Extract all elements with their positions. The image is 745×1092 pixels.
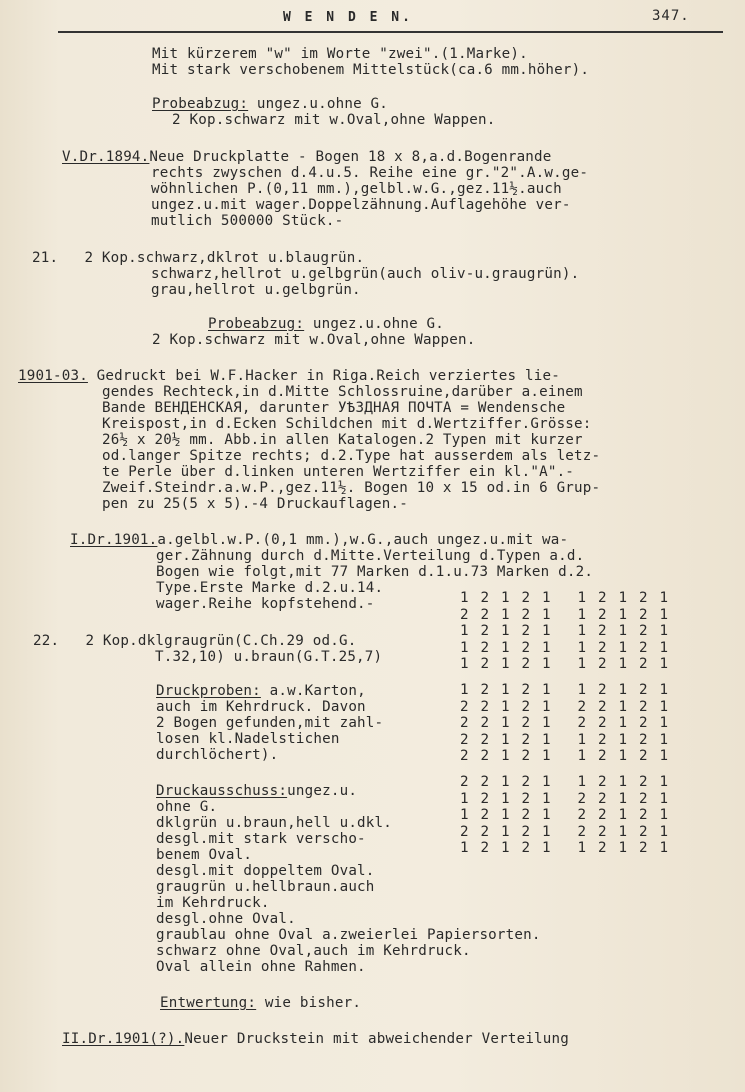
probeabzug-line — [208, 316, 444, 332]
table-cell: 1 — [501, 681, 510, 698]
text-line: grau,hellrot u.gelbgrün. — [151, 282, 361, 298]
table-cell: 2 — [480, 623, 490, 640]
table-cell: 2 — [480, 823, 490, 840]
table-cell: 1 — [542, 790, 551, 807]
table-cell: 1 — [542, 773, 551, 790]
table-row — [460, 807, 680, 824]
table-cell: 2 — [460, 606, 469, 623]
entwertung-label: Entwertung: — [160, 995, 257, 1011]
table-cell: 1 — [501, 840, 510, 857]
table-cell: 2 — [639, 590, 648, 606]
text-line: 26½ x 20½ mm. Abb.in allen Katalogen.2 Typen mit kurzer — [102, 432, 583, 448]
table-cell: 2 — [521, 840, 531, 857]
entwertung-line — [160, 995, 361, 1011]
probeabzug-text: ungez.u.ohne G. — [304, 316, 445, 332]
table-cell: 1 — [659, 773, 669, 790]
table-row — [460, 623, 680, 640]
table-cell: 2 — [521, 748, 531, 765]
header-rule — [58, 31, 723, 33]
table-cell: 2 — [639, 731, 648, 748]
table-cell: 1 — [659, 656, 669, 673]
text-line: Oval allein ohne Rahmen. — [156, 959, 366, 975]
table-cell: 1 — [618, 840, 628, 857]
table-cell: 1 — [542, 590, 551, 606]
table-cell: 2 — [639, 639, 648, 656]
text-line: im Kehrdruck. — [156, 895, 270, 911]
table-cell: 2 — [639, 840, 648, 857]
table-cell: 1 — [618, 623, 628, 640]
table-cell: 1 — [659, 840, 669, 857]
table-cell: 2 — [521, 823, 531, 840]
section-heading-text: Neue Druckplatte - Bogen 18 x 8,a.d.Bogenrande — [149, 149, 552, 165]
text-line: 2 Kop.schwarz mit w.Oval,ohne Wappen. — [152, 332, 476, 348]
table-cell: 1 — [542, 731, 551, 748]
text-line: ohne G. — [156, 799, 218, 815]
table-cell: 1 — [659, 639, 669, 656]
table-cell: 1 — [542, 748, 551, 765]
text-line: 2 Bogen gefunden,mit zahl- — [156, 715, 384, 731]
table-cell: 1 — [501, 639, 510, 656]
table-cell: 2 — [480, 639, 490, 656]
table-cell: 2 — [521, 773, 531, 790]
table-cell: 2 — [521, 639, 531, 656]
table-cell: 1 — [618, 639, 628, 656]
table-cell: 1 — [577, 639, 587, 656]
table-cell: 2 — [577, 807, 587, 824]
table-cell: 2 — [598, 840, 607, 857]
text-line: te Perle über d.linken unteren Wertziffer ein kl."A".- — [102, 464, 575, 480]
table-cell: 2 — [521, 731, 531, 748]
table-cell: 2 — [480, 590, 490, 606]
table-cell: 1 — [618, 656, 628, 673]
section-heading-line — [62, 149, 552, 165]
table-cell: 1 — [577, 773, 587, 790]
table-row — [460, 840, 680, 857]
table-cell: 2 — [521, 790, 531, 807]
text-line: od.langer Spitze rechts; d.2.Type hat ausserdem als letz- — [102, 448, 601, 464]
table-row — [460, 699, 680, 716]
table-cell: 2 — [480, 731, 490, 748]
table-group-spacer — [460, 673, 680, 682]
text-line: pen zu 25(5 x 5).-4 Druckauflagen.- — [102, 496, 408, 512]
druckausschuss-line — [156, 783, 357, 799]
text-line: Mit kürzerem "w" im Worte "zwei".(1.Marke). — [152, 46, 528, 62]
section-heading-1901-03: 1901-03. — [18, 368, 88, 384]
table-cell: 1 — [501, 715, 510, 732]
table-cell: 2 — [639, 715, 648, 732]
table-cell: 2 — [521, 681, 531, 698]
table-cell: 2 — [598, 623, 607, 640]
table-cell: 2 — [480, 715, 490, 732]
text-line: wager.Reihe kopfstehend.- — [156, 596, 375, 612]
table-cell: 1 — [577, 590, 587, 606]
text-line: benem Oval. — [156, 847, 253, 863]
catalog-entry-21: 21. 2 Kop.schwarz,dklrot u.blaugrün. — [32, 250, 365, 266]
table-cell: 1 — [577, 606, 587, 623]
table-cell: 1 — [460, 623, 469, 640]
table-cell: 2 — [480, 807, 490, 824]
text-line: ger.Zähnung durch d.Mitte.Verteilung d.Typen a.d. — [156, 548, 585, 564]
table-cell: 2 — [521, 623, 531, 640]
section-heading-line — [18, 368, 560, 384]
section-heading-text: a.gelbl.w.P.(0,1 mm.),w.G.,auch ungez.u.mit wa- — [157, 532, 569, 548]
table-cell: 2 — [639, 823, 648, 840]
text-line: T.32,10) u.braun(G.T.25,7) — [155, 649, 383, 665]
table-row — [460, 640, 680, 657]
table-cell: 2 — [639, 681, 648, 698]
text-line: Mit stark verschobenem Mittelstück(ca.6 mm.höher). — [152, 62, 590, 78]
text-line: Bogen wie folgt,mit 77 Marken d.1.u.73 Marken d.2. — [156, 564, 594, 580]
table-cell: 2 — [639, 606, 648, 623]
running-header-title: W E N D E N. — [283, 10, 413, 25]
table-cell: 2 — [577, 790, 587, 807]
text-line: mutlich 500000 Stück.- — [151, 213, 344, 229]
table-cell: 2 — [598, 748, 607, 765]
table-cell: 2 — [639, 807, 648, 824]
text-line: graugrün u.hellbraun.auch — [156, 879, 375, 895]
table-cell: 2 — [639, 656, 648, 673]
table-row — [460, 682, 680, 699]
table-cell: 1 — [501, 731, 510, 748]
table-cell: 1 — [659, 681, 669, 698]
entwertung-text: wie bisher. — [256, 995, 362, 1011]
table-cell: 1 — [501, 590, 510, 606]
table-cell: 2 — [480, 840, 490, 857]
table-cell: 2 — [598, 790, 607, 807]
table-cell: 1 — [542, 606, 551, 623]
table-cell: 2 — [521, 656, 531, 673]
table-cell: 1 — [577, 840, 587, 857]
table-cell: 2 — [460, 748, 469, 765]
table-cell: 1 — [542, 807, 551, 824]
table-cell: 2 — [521, 807, 531, 824]
table-cell: 2 — [577, 698, 587, 715]
table-cell: 1 — [501, 698, 510, 715]
text-line: rechts zwyschen d.4.u.5. Reihe eine gr."2".A.w.ge- — [151, 165, 589, 181]
catalog-entry-22: 22. 2 Kop.dklgraugrün(C.Ch.29 od.G. — [33, 633, 357, 649]
table-cell: 2 — [598, 681, 607, 698]
text-line: gendes Rechteck,in d.Mitte Schlossruine,darüber a.einem — [102, 384, 583, 400]
section-heading-line — [62, 1031, 569, 1047]
table-cell: 1 — [460, 681, 469, 698]
table-cell: 1 — [618, 807, 628, 824]
table-row — [460, 607, 680, 624]
table-cell: 1 — [501, 606, 510, 623]
table-cell: 1 — [501, 807, 510, 824]
text-line: dklgrün u.braun,hell u.dkl. — [156, 815, 393, 831]
table-cell: 2 — [598, 656, 607, 673]
text-line: desgl.ohne Oval. — [156, 911, 296, 927]
text-line: Type.Erste Marke d.2.u.14. — [156, 580, 384, 596]
table-cell: 2 — [480, 748, 490, 765]
table-cell: 2 — [521, 715, 531, 732]
text-line: losen kl.Nadelstichen — [156, 731, 340, 747]
table-row — [460, 732, 680, 749]
table-cell: 2 — [598, 639, 607, 656]
text-line: ungez.u.mit wager.Doppelzähnung.Auflagehöhe ver- — [151, 197, 571, 213]
table-cell: 1 — [460, 840, 469, 857]
text-line: Zweif.Steindr.a.w.P.,gez.11½. Bogen 10 x 15 od.in 6 Grup- — [102, 480, 601, 496]
table-cell: 1 — [460, 790, 469, 807]
table-cell: 1 — [659, 715, 669, 732]
table-cell: 1 — [460, 807, 469, 824]
table-cell: 2 — [598, 731, 607, 748]
probeabzug-label: Probeabzug: — [152, 96, 249, 112]
table-cell: 2 — [598, 715, 607, 732]
text-line: Bande ВЕНДЕНСКАЯ, darunter УѢЗДНАЯ ПОЧТА = Wendensche — [102, 400, 566, 416]
table-cell: 2 — [639, 623, 648, 640]
table-cell: 1 — [618, 748, 628, 765]
text-line: schwarz ohne Oval,auch im Kehrdruck. — [156, 943, 471, 959]
table-cell: 2 — [480, 698, 490, 715]
table-cell: 1 — [501, 656, 510, 673]
table-cell: 1 — [659, 748, 669, 765]
table-cell: 1 — [577, 681, 587, 698]
table-cell: 2 — [639, 790, 648, 807]
table-cell: 2 — [598, 606, 607, 623]
table-cell: 1 — [659, 606, 669, 623]
table-cell: 2 — [577, 823, 587, 840]
table-group-spacer — [460, 765, 680, 774]
table-cell: 1 — [460, 639, 469, 656]
table-cell: 1 — [659, 731, 669, 748]
section-heading-i-dr-1901: I.Dr.1901. — [70, 532, 158, 548]
table-cell: 2 — [598, 807, 607, 824]
table-cell: 1 — [618, 681, 628, 698]
table-cell: 1 — [577, 656, 587, 673]
text-line: wöhnlichen P.(0,11 mm.),gelbl.w.G.,gez.11½.auch — [151, 181, 562, 197]
table-cell: 1 — [618, 731, 628, 748]
table-cell: 2 — [639, 748, 648, 765]
table-cell: 2 — [460, 698, 469, 715]
probeabzug-line — [152, 96, 388, 112]
druckproben-label: Druckproben: — [156, 683, 261, 699]
druckausschuss-text: ungez.u. — [287, 783, 358, 799]
table-cell: 1 — [618, 790, 628, 807]
table-cell: 1 — [542, 656, 551, 673]
table-cell: 1 — [659, 807, 669, 824]
table-cell: 1 — [542, 639, 551, 656]
table-cell: 2 — [639, 773, 648, 790]
table-cell: 1 — [659, 590, 669, 606]
table-cell: 2 — [480, 656, 490, 673]
section-heading-text: Neuer Druckstein mit abweichender Verteilung — [184, 1031, 570, 1047]
table-cell: 1 — [542, 681, 551, 698]
table-cell: 1 — [618, 773, 628, 790]
table-row — [460, 824, 680, 841]
table-cell: 1 — [577, 623, 587, 640]
probeabzug-text: ungez.u.ohne G. — [248, 96, 389, 112]
table-cell: 2 — [577, 715, 587, 732]
table-cell: 2 — [460, 731, 469, 748]
table-cell: 2 — [460, 823, 469, 840]
druckausschuss-label: Druckausschuss: — [156, 783, 288, 799]
table-cell: 1 — [659, 823, 669, 840]
table-row — [460, 656, 680, 673]
text-line: auch im Kehrdruck. Davon — [156, 699, 366, 715]
table-cell: 1 — [501, 773, 510, 790]
text-line: graublau ohne Oval a.zweierlei Papiersorten. — [156, 927, 541, 943]
table-cell: 2 — [598, 698, 607, 715]
table-cell: 2 — [598, 590, 607, 606]
table-cell: 2 — [460, 715, 469, 732]
table-cell: 1 — [542, 715, 551, 732]
text-line: desgl.mit stark verscho- — [156, 831, 366, 847]
table-cell: 1 — [501, 623, 510, 640]
text-line: desgl.mit doppeltem Oval. — [156, 863, 375, 879]
table-cell: 1 — [618, 698, 628, 715]
table-cell: 1 — [542, 823, 551, 840]
section-heading-ii-dr-1901: II.Dr.1901(?). — [62, 1031, 185, 1047]
druckproben-text: a.w.Karton, — [260, 683, 366, 699]
table-cell: 1 — [542, 623, 551, 640]
table-cell: 1 — [577, 748, 587, 765]
table-cell: 2 — [598, 823, 607, 840]
text-line: Kreispost,in d.Ecken Schildchen mit d.Wertziffer.Grösse: — [102, 416, 592, 432]
section-heading-v-dr-1894: V.Dr.1894. — [62, 149, 150, 165]
table-cell: 2 — [480, 681, 490, 698]
table-cell: 1 — [460, 656, 469, 673]
table-cell: 2 — [521, 606, 531, 623]
table-cell: 2 — [480, 773, 490, 790]
table-row — [460, 791, 680, 808]
table-cell: 1 — [542, 840, 551, 857]
table-cell: 1 — [618, 715, 628, 732]
table-cell: 1 — [501, 748, 510, 765]
table-cell: 1 — [577, 731, 587, 748]
type-distribution-table — [460, 590, 680, 857]
table-row — [460, 748, 680, 765]
text-line: durchlöchert). — [156, 747, 279, 763]
table-cell: 1 — [460, 590, 469, 606]
table-cell: 2 — [480, 606, 490, 623]
table-row — [460, 715, 680, 732]
table-row — [460, 590, 680, 607]
text-line: schwarz,hellrot u.gelbgrün(auch oliv-u.graugrün). — [151, 266, 580, 282]
probeabzug-label: Probeabzug: — [208, 316, 305, 332]
table-row — [460, 774, 680, 791]
table-cell: 1 — [501, 823, 510, 840]
table-cell: 1 — [659, 790, 669, 807]
table-cell: 2 — [480, 790, 490, 807]
table-cell: 2 — [598, 773, 607, 790]
table-cell: 2 — [460, 773, 469, 790]
table-cell: 1 — [659, 623, 669, 640]
table-cell: 1 — [618, 590, 628, 606]
table-cell: 1 — [501, 790, 510, 807]
table-cell: 2 — [521, 590, 531, 606]
table-cell: 2 — [521, 698, 531, 715]
section-heading-line — [70, 532, 568, 548]
text-line: 2 Kop.schwarz mit w.Oval,ohne Wappen. — [172, 112, 496, 128]
table-cell: 1 — [618, 823, 628, 840]
table-cell: 1 — [618, 606, 628, 623]
table-cell: 1 — [542, 698, 551, 715]
table-cell: 2 — [639, 698, 648, 715]
druckproben-line — [156, 683, 366, 699]
section-heading-text: Gedruckt bei W.F.Hacker in Riga.Reich verziertes lie- — [87, 368, 560, 384]
table-cell: 1 — [659, 698, 669, 715]
page-number: 347. — [652, 8, 690, 24]
